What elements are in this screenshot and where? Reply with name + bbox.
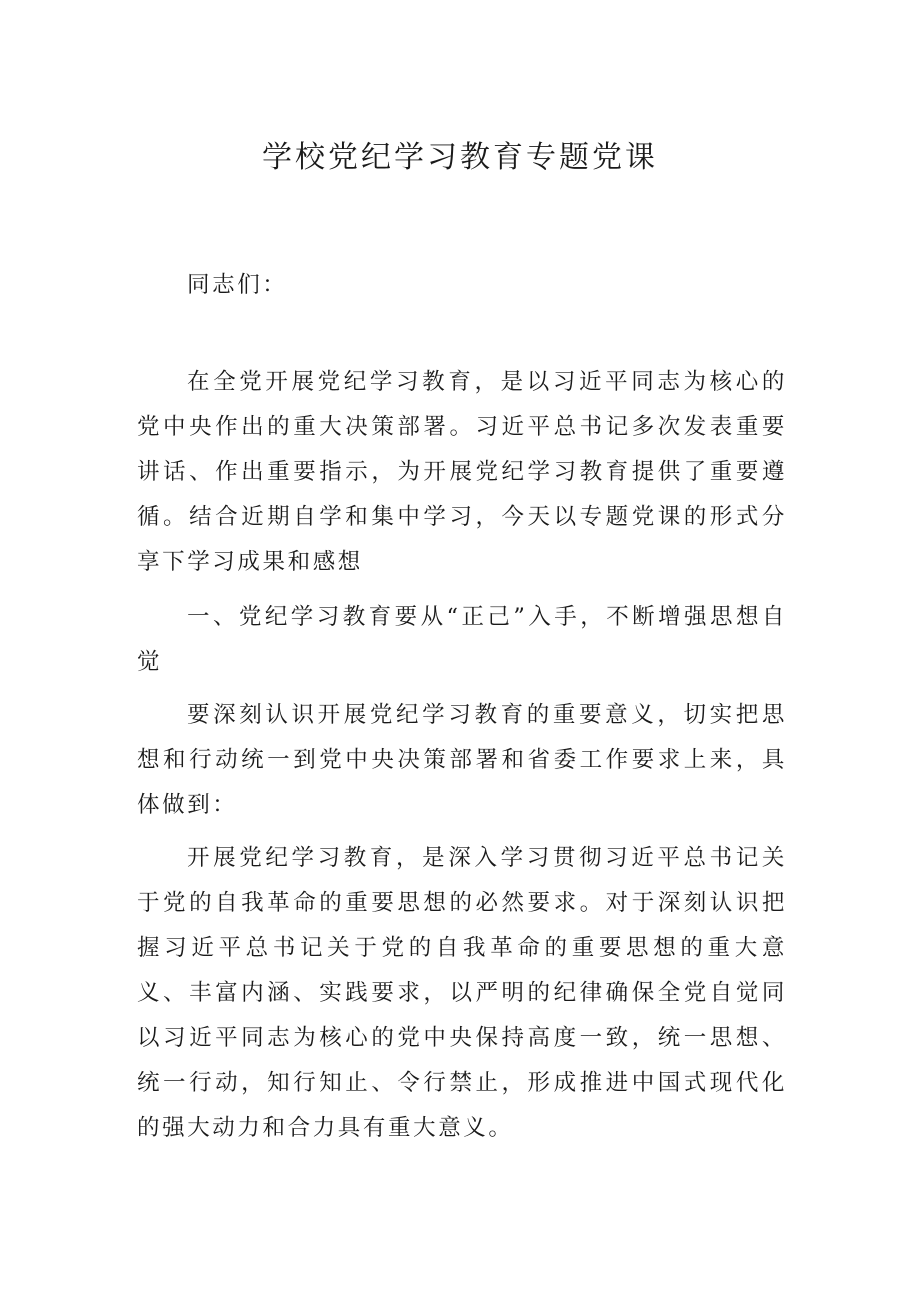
paragraph-intro: 在全党开展党纪学习教育，是以习近平同志为核心的党中央作出的重大决策部署。习近平总书记多次发表重要讲话、作出重要指示，为开展党纪学习教育提供了重要遵循。结合近期自学和集中学习，今天以专题党课的形式分享下学习成果和感想: [137, 369, 787, 575]
salutation: 同志们：: [187, 272, 288, 298]
document-title: 学校党纪学习教育专题党课: [262, 140, 658, 175]
paragraph-significance: 开展党纪学习教育，是深入学习贯彻习近平总书记关于党的自我革命的重要思想的必然要求。对于深刻认识把握习近平总书记关于党的自我革命的重要思想的重大意义、丰富内涵、实践要求，以严明的纪律确保全党自觉同以习近平同志为核心的党中央保持高度一致，统一思想、统一行动，知行知止、令行禁止，形成推进中国式现代化的强大动力和合力具有重大意义。: [137, 845, 787, 1141]
paragraph-requirement: 要深刻认识开展党纪学习教育的重要意义，切实把思想和行动统一到党中央决策部署和省委工作要求上来，具体做到：: [137, 702, 787, 818]
section-heading-1: 一、党纪学习教育要从“正己”入手，不断增强思想自觉: [137, 604, 787, 675]
